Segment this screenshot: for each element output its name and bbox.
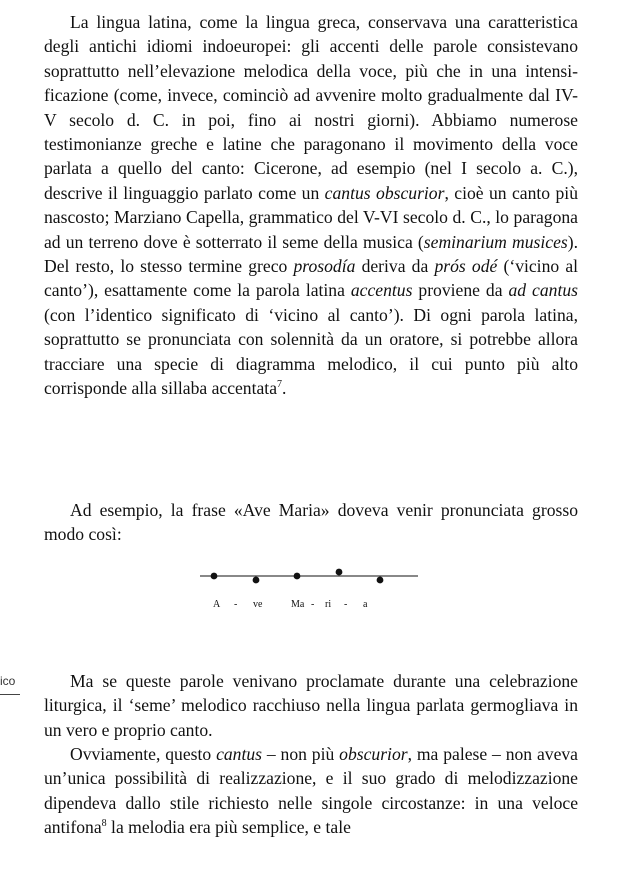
term-prosodia: prosodía — [293, 256, 356, 277]
term-cantus-obscurior: cantus obscurior — [324, 182, 445, 203]
syllable-label: - — [311, 599, 315, 610]
term-ad-cantus: ad cantus — [508, 280, 578, 301]
syllable-label: a — [363, 599, 368, 610]
note-point-1 — [211, 573, 218, 580]
term-pros-ode: prós odé — [434, 256, 498, 277]
syllable-label: ve — [253, 599, 263, 610]
margin-note: ico — [0, 674, 16, 688]
text-run: . — [282, 378, 287, 399]
paragraph-cantus-realization — [44, 742, 578, 840]
text-run: proviene da — [412, 280, 509, 301]
term-seminarium-musices: seminarium musices — [423, 231, 568, 252]
text-run: (‘vicino al canto’), esattamente come la parola latina — [44, 256, 579, 301]
paragraph-liturgical-chant: Ma se queste parole venivano proclamate durante una celebrazione liturgica, il ‘seme’ melodico racchiuso nella lingua parlata germogliava in un vero e proprio canto. — [44, 671, 578, 740]
paragraph-accent-history — [44, 10, 578, 401]
note-point-3 — [294, 573, 301, 580]
melodic-diagram — [200, 562, 422, 618]
text-run: , ma palese – non aveva un’unica possibilità di realizzazione, e il suo grado di melodizzazione dipendeva dallo stile richiesto nelle singole circostanze: in una veloce antifona — [44, 744, 578, 838]
syllable-label: - — [234, 599, 238, 610]
text-run: Ovviamente, questo — [70, 744, 217, 764]
note-point-4 — [336, 569, 343, 576]
text-run: (con l’identico significato di ‘vicino al canto’). Di ogni parola latina, soprattutto se pronunciata con solennità da un oratore, si potrebbe allora tracciare una specie di diagramma melodico, il cui punto più alto corrisponde alla sillaba accentata — [44, 304, 578, 399]
text-run: deriva da — [355, 256, 435, 277]
term-obscurior: obscurior — [339, 744, 408, 764]
text-run: la melodia era più semplice, e tale — [106, 817, 351, 838]
text-run: – non più — [262, 744, 340, 764]
syllable-label: - — [344, 599, 348, 610]
paragraph-ave-maria-intro: Ad esempio, la frase «Ave Maria» doveva venir pronunciata grosso modo così: — [44, 500, 578, 545]
footnote-ref-8[interactable]: 8 — [101, 818, 107, 830]
note-point-5 — [377, 577, 384, 584]
margin-divider — [0, 694, 20, 695]
footnote-ref-7[interactable]: 7 — [277, 379, 282, 391]
melodic-diagram-svg — [200, 562, 422, 618]
term-accentus: accentus — [350, 280, 413, 301]
syllable-label: A — [213, 599, 221, 610]
term-cantus: cantus — [216, 744, 262, 764]
text-run: La lingua latina, come la lingua greca, conservava una caratteristica degli antichi idiomi indoeuropei: gli accenti delle parole consistevano soprattutto nell’elevazione melodica della voce, più che in una intensificazione (come, invece, cominciò ad avvenire molto gradualmente dal IV-V secolo d. C. in poi, fino ai nostri giorni). Abbiamo numerose testimonianze greche e latine che paragonano il movimento della voce parlata a quello del canto: Cicerone, ad esempio (nel I secolo a. C.), descrive il linguaggio parlato come un — [44, 12, 578, 203]
syllable-label: Ma — [291, 599, 305, 610]
text-run: ). Del resto, lo stesso termine greco — [44, 231, 578, 277]
text-run: , cioè un canto più nascosto; Marziano Capella, grammatico del V-VI secolo d. C., lo paragona ad un terreno dove è sotterrato il seme della musica ( — [44, 182, 578, 252]
note-point-2 — [253, 577, 260, 584]
syllable-label: ri — [325, 599, 332, 610]
